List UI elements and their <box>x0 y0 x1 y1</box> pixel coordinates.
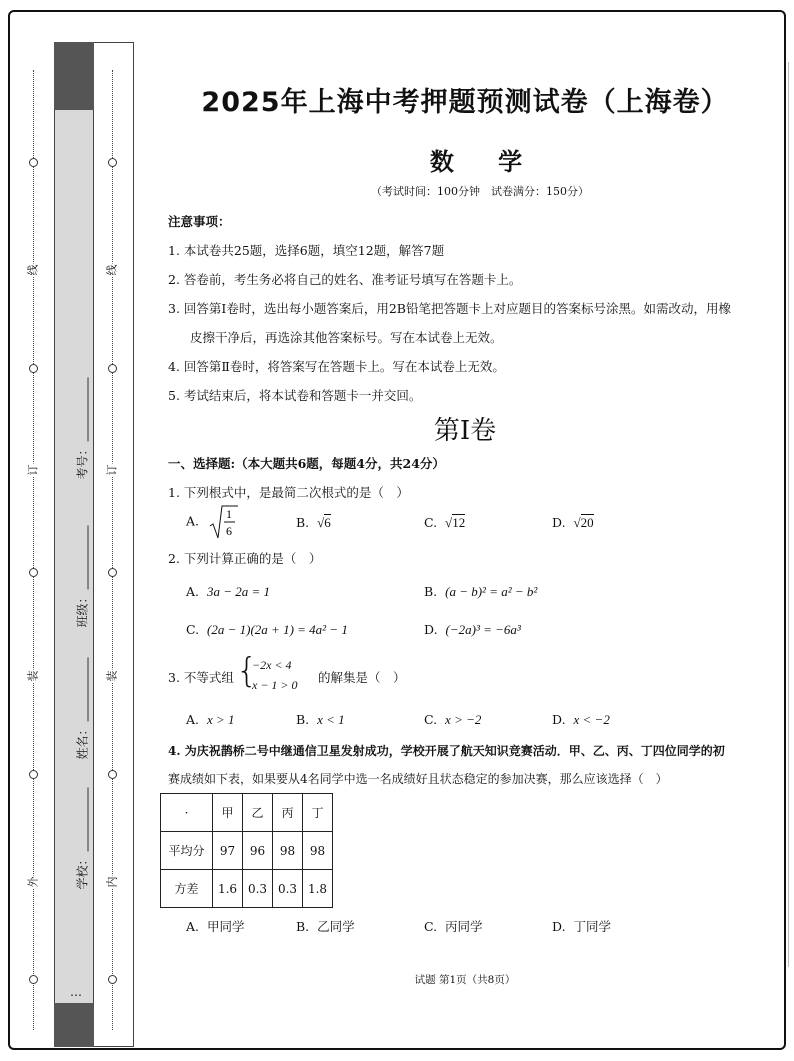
outer-label-ding: 订 <box>26 464 40 476</box>
section-heading: 一、选择题:（本大题共6题，每题4分，共24分） <box>168 456 445 471</box>
inner-circle <box>108 158 117 167</box>
inner-label-ding: 订 <box>105 464 119 476</box>
table-cell: 98 <box>273 832 303 870</box>
exam-title: 2025年上海中考押题预测试卷（上海卷） <box>201 87 729 118</box>
table-cell: 1.8 <box>303 870 333 908</box>
note-item-continued: 皮擦干净后，再选涂其他答案标号。写在本试卷上无效。 <box>190 330 503 345</box>
q1-option-c[interactable]: C. √12 <box>424 515 466 530</box>
table-cell: 平均分 <box>161 832 213 870</box>
outer-circle <box>29 568 38 577</box>
q3-option-b[interactable]: B. x < 1 <box>296 712 345 727</box>
q4-option-b[interactable]: B. 乙同学 <box>296 919 355 934</box>
outer-circle <box>29 158 38 167</box>
outer-circle <box>29 975 38 984</box>
brace-icon: { <box>236 651 258 691</box>
name-field[interactable]: 姓名： <box>74 657 91 759</box>
q1-option-a[interactable]: A. 1 6 <box>186 504 239 540</box>
binding-strip-bottom-block <box>54 1003 94 1047</box>
q3-inequality-2: x − 1 > 0 <box>252 678 298 692</box>
note-item: 4. 回答第Ⅱ卷时，将答案写在答题卡上。写在本试卷上无效。 <box>168 359 505 374</box>
scores-table <box>160 793 333 908</box>
table-header-cell: 丙 <box>273 794 303 832</box>
inner-circle <box>108 568 117 577</box>
table-row <box>161 870 333 908</box>
outer-circle <box>29 364 38 373</box>
q1-option-d[interactable]: D. √20 <box>552 515 594 530</box>
fraction-numerator: 1 <box>226 507 232 521</box>
inner-label-zhuang: 装 <box>105 670 119 682</box>
table-cell: 97 <box>213 832 243 870</box>
page-footer: 试题 第1页（共8页） <box>414 974 516 986</box>
volume-title: 第Ⅰ卷 <box>433 416 497 446</box>
table-header-cell: 甲 <box>213 794 243 832</box>
q4-option-d[interactable]: D. 丁同学 <box>552 919 612 934</box>
q4-stem-line1: 4. 为庆祝鹊桥二号中继通信卫星发射成功，学校开展了航天知识竞赛活动．甲、乙、丙、丁四位同学的初 <box>168 744 725 758</box>
q1-option-b[interactable]: B. √6 <box>296 515 331 530</box>
q2-option-a[interactable]: A. 3a − 2a = 1 <box>186 584 271 599</box>
table-cell: 方差 <box>161 870 213 908</box>
binding-dots: … <box>70 985 82 999</box>
q2-option-c[interactable]: C. (2a − 1)(2a + 1) = 4a² − 1 <box>186 622 348 637</box>
q3-option-d[interactable]: D. x < −2 <box>552 712 610 727</box>
table-cell: 0.3 <box>273 870 303 908</box>
q3-suffix: 的解集是（ ） <box>318 670 406 685</box>
q4-option-a[interactable]: A. 甲同学 <box>186 919 245 934</box>
q3-option-c[interactable]: C. x > −2 <box>424 712 482 727</box>
note-item: 3. 回答第Ⅰ卷时，选出每小题答案后，用2B铅笔把答题卡上对应题目的答案标号涂黑。如需改动，用橡 <box>168 301 731 316</box>
exam-number-field[interactable]: 考号： <box>74 377 91 479</box>
outer-label-zhuang: 装 <box>26 670 40 682</box>
table-cell: 96 <box>243 832 273 870</box>
inner-label-nei: 内 <box>105 876 119 888</box>
note-item: 2. 答卷前，考生务必将自己的姓名、准考证号填写在答题卡上。 <box>168 272 522 287</box>
q1-stem: 1. 下列根式中，是最简二次根式的是（ ） <box>168 485 409 500</box>
q3-option-a[interactable]: A. x > 1 <box>186 712 235 727</box>
table-header-cell: 丁 <box>303 794 333 832</box>
note-item: 5. 考试结束后，将本试卷和答题卡一并交回。 <box>168 388 422 403</box>
q3-inequality-1: −2x < 4 <box>252 658 292 672</box>
outer-label-xian: 线 <box>26 264 40 276</box>
inner-circle <box>108 364 117 373</box>
inner-circle <box>108 975 117 984</box>
outer-label-wai: 外 <box>26 876 40 888</box>
binding-strip-top-block <box>54 42 94 110</box>
q2-option-d[interactable]: D. (−2a)³ = −6a³ <box>424 622 521 637</box>
q4-stem-line2: 赛成绩如下表，如果要从4名同学中选一名成绩好且状态稳定的参加决赛，那么应该选择（ ） <box>168 772 668 786</box>
q4-option-c[interactable]: C. 丙同学 <box>424 919 483 934</box>
school-field[interactable]: 学校： <box>74 787 91 889</box>
table-cell: 98 <box>303 832 333 870</box>
note-item: 1. 本试卷共25题，选择6题，填空12题，解答7题 <box>168 243 445 258</box>
class-field[interactable]: 班级： <box>74 525 91 627</box>
notes-heading: 注意事项： <box>168 214 231 229</box>
q2-stem: 2. 下列计算正确的是（ ） <box>168 551 322 566</box>
table-cell: 1.6 <box>213 870 243 908</box>
fraction-denominator: 6 <box>226 524 232 538</box>
subject-title: 数 学 <box>429 148 541 176</box>
outer-circle <box>29 770 38 779</box>
table-header-row <box>161 794 333 832</box>
q2-option-b[interactable]: B. (a − b)² = a² − b² <box>424 584 538 599</box>
table-header-cell: 乙 <box>243 794 273 832</box>
table-cell: 0.3 <box>243 870 273 908</box>
sqrt-fraction <box>209 504 239 540</box>
table-header-cell: · <box>161 794 213 832</box>
inner-label-xian: 线 <box>105 264 119 276</box>
inner-circle <box>108 770 117 779</box>
q3-prefix: 3. 不等式组 <box>168 670 234 685</box>
table-row <box>161 832 333 870</box>
exam-info: （考试时间：100分钟 试卷满分：150分） <box>371 185 589 198</box>
